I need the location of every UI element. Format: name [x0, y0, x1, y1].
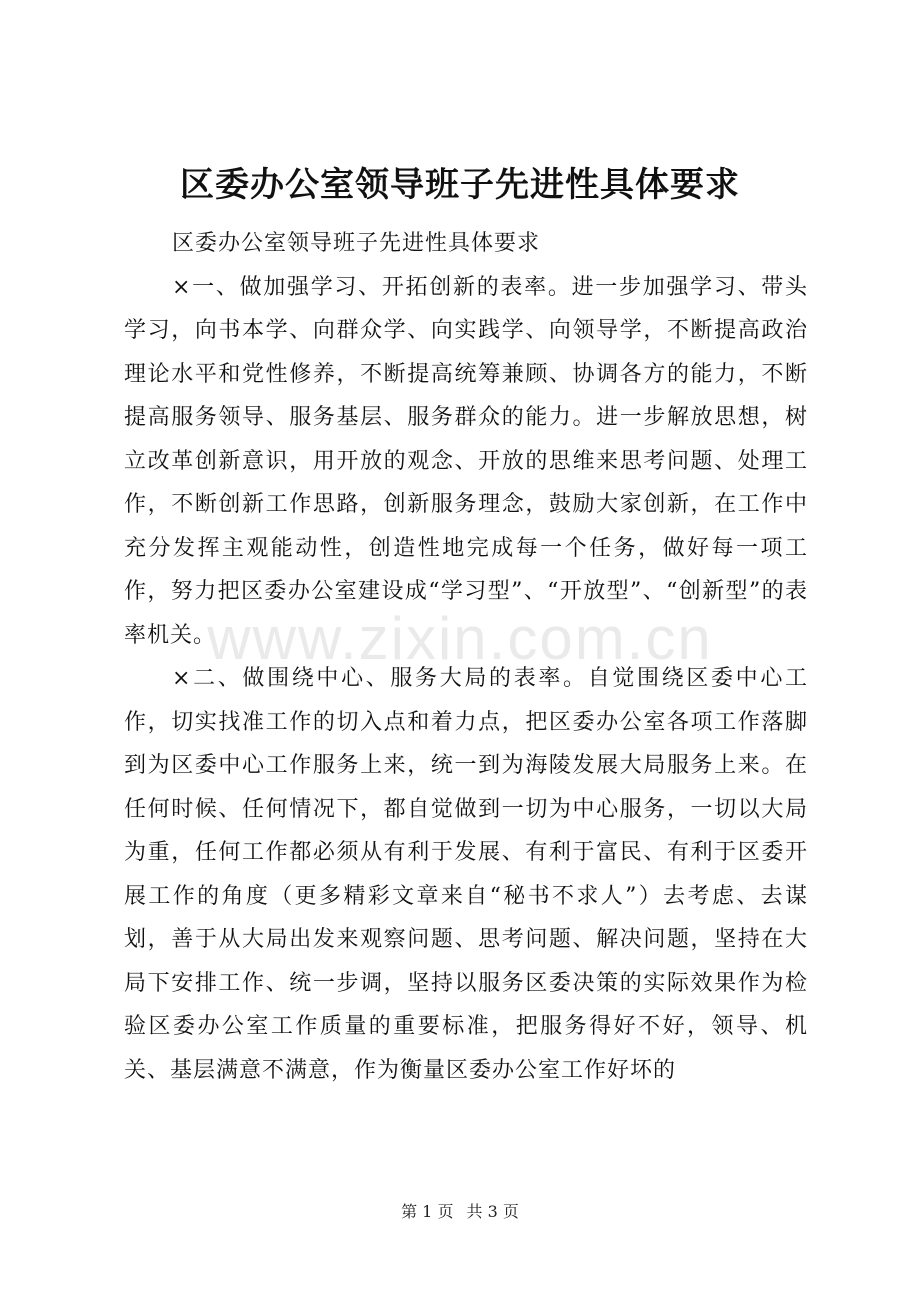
- document-title: 区委办公室领导班子先进性具体要求: [180, 165, 740, 205]
- page-footer: [0, 1199, 920, 1222]
- watermark: www.zixin.com.cn: [207, 605, 713, 672]
- paragraph-section-2: ×二、做围绕中心、服务大局的表率。自觉围绕区委中心工作，切实找准工作的切入点和着力点，把区委办公室各项工作落脚到为区委中心工作服务上来，统一到为海陵发展大局服务上来。在任何时候、任何情况下，都自觉做到一切为中心服务，一切以大局为重，任何工作都必须从有利于发展、有利于富民、有利于区委开展工作的角度（更多精彩文章来自“秘书不求人”）去考虑、去谋划，善于从大局出发来观察问题、思考问题、解决问题，坚持在大局下安排工作、统一步调，坚持以服务区委决策的实际效果作为检验区委办公室工作质量的重要标准，把服务得好不好，领导、机关、基层满意不满意，作为衡量区委办公室工作好坏的: [124, 666, 808, 1083]
- document-body: [124, 222, 808, 1092]
- paragraph-section-1: ×一、做加强学习、开拓创新的表率。进一步加强学习、带头学习，向书本学、向群众学、向实践学、向领导学，不断提高政治理论水平和党性修养，不断提高统筹兼顾、协调各方的能力，不断提高服务领导、服务基层、服务群众的能力。进一步解放思想，树立改革创新意识，用开放的观念、开放的思维来思考问题、处理工作，不断创新工作思路，创新服务理念，鼓励大家创新，在工作中充分发挥主观能动性，创造性地完成每一个任务，做好每一项工作，努力把区委办公室建设成“学习型”、“开放型”、“创新型”的表率机关。: [124, 274, 809, 648]
- page-number: 第 1 页: [401, 1202, 454, 1221]
- page-total: 共 3 页: [466, 1202, 519, 1221]
- paragraph-subtitle: 区委办公室领导班子先进性具体要求: [172, 231, 541, 256]
